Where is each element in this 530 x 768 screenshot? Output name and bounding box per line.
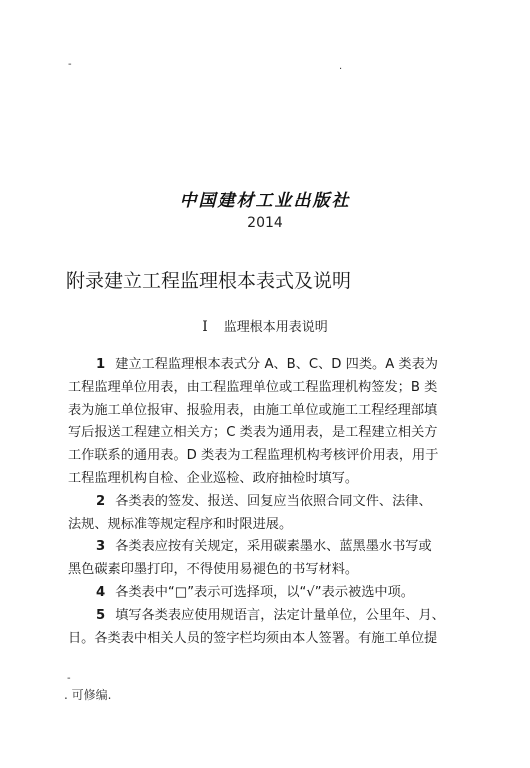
publisher-name: 中国建材工业出版社 [179,191,351,211]
publication-year: 2014 [247,215,283,231]
item-number: 1 [96,357,106,372]
paragraph-line: 黑色碳素印墨打印，不得使用易褪色的书写材料。 [68,562,359,578]
paragraph-line: 法规、规标准等规定程序和时限进展。 [68,516,293,532]
page-title: 附录建立工程监理根本表式及说明 [66,270,352,292]
section-title: 监理根本用表说明 [223,320,328,335]
header-left-mark: - [68,59,72,70]
item-number: 4 [96,584,106,600]
paragraph-line: 写后报送工程建立相关方；C 类表为通用表，是工程建立相关方 [68,425,438,441]
paragraph-line: 表为施工单位报审、报验用表，由施工单位或施工工程经理部填 [68,402,438,418]
section-number: Ⅰ [202,319,208,335]
paragraph-line: 工程监理单位用表，由工程监理单位或工程监理机构签发；B 类 [68,379,438,395]
paragraph-line: 工作联系的通用表。D 类表为工程监理机构考核评价用表，用于 [68,448,439,464]
footer-mark: - [67,673,71,684]
section-heading [0,316,530,335]
paragraph-line: 1 建立工程监理根本表式分 A、B、C、D 四类。A 类表为 [96,357,438,372]
header-right-mark: . [339,61,343,72]
item-number: 2 [96,493,106,509]
item-number: 3 [96,539,106,555]
item-number: 5 [96,607,106,623]
paragraph-line: 5 填写各类表应使用规语言，法定计量单位，公里年、月、 [96,607,445,623]
footer-text: . 可修编. [64,688,112,702]
paragraph-line: 日。各类表中相关人员的签字栏均须由本人签署。有施工单位提 [68,630,438,646]
paragraph-line: 2 各类表的签发、报送、回复应当依照合同文件、法律、 [96,493,432,509]
paragraph-line: 3 各类表应按有关规定，采用碳素墨水、蓝黑墨水书写或 [96,539,432,555]
body-text [68,354,462,650]
paragraph-line: 4 各类表中“□”表示可选择项，以“√”表示被选中项。 [96,584,414,600]
paragraph-line: 工程监理机构自检、企业巡检、政府抽检时填写。 [68,470,359,486]
